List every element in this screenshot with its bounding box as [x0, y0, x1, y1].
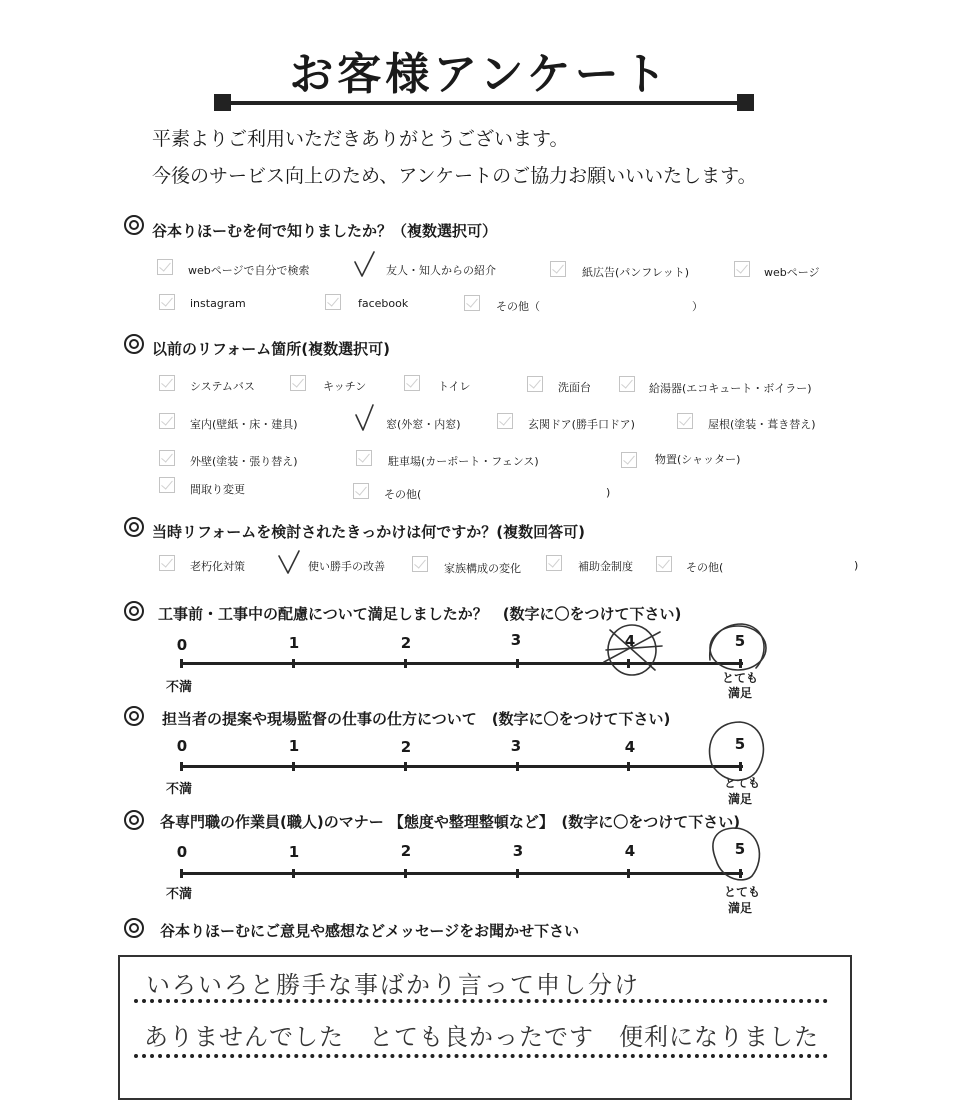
- option-window: 窓(外窓・内窓): [386, 418, 461, 431]
- option-instagram: instagram: [190, 297, 246, 310]
- question-3-text: 当時リフォームを検討されたきっかけは何ですか？(複数回答可): [152, 523, 585, 541]
- scale-high-label-2: 満足: [728, 686, 753, 700]
- page-title: お客様アンケート: [289, 49, 671, 100]
- intro-line-2: 今後のサービス向上のため、アンケートのご協力お願いいいたします。: [152, 165, 757, 187]
- option-usability: 使い勝手の改善: [308, 560, 385, 573]
- check-mark-icon: [355, 252, 374, 276]
- option-other-q1-close: ）: [692, 300, 703, 313]
- scale-number-1[interactable]: 1: [288, 843, 300, 861]
- scale-number-3[interactable]: 3: [510, 631, 522, 649]
- option-friend-referral: 友人・知人からの紹介: [386, 264, 496, 277]
- handwritten-message-line-1: いろいろと勝手な事ばかり言って申し分け: [146, 971, 640, 999]
- scale-number-0[interactable]: 0: [176, 737, 188, 755]
- option-exterior-wall: 外壁(塗装・張り替え): [190, 455, 298, 468]
- scale-low-label: 不満: [166, 887, 193, 902]
- option-aging: 老朽化対策: [190, 560, 245, 573]
- check-mark-icon: [279, 551, 299, 573]
- scale-number-5[interactable]: 5: [734, 735, 746, 753]
- option-other-q1: その他（: [496, 300, 540, 313]
- check-mark-icon: [356, 405, 373, 430]
- scale-number-4[interactable]: 4: [624, 632, 636, 650]
- scale-number-1[interactable]: 1: [288, 737, 300, 755]
- scale-high-label-2: 満足: [728, 792, 753, 806]
- scale-number-2[interactable]: 2: [400, 842, 412, 860]
- question-2-text: 以前のリフォーム箇所(複数選択可): [152, 340, 390, 358]
- option-other-q3: その他(: [686, 561, 724, 574]
- option-facebook: facebook: [358, 297, 409, 310]
- question-7-text: 谷本りほーむにご意見や感想などメッセージをお聞かせ下さい: [160, 922, 580, 940]
- scale-number-4[interactable]: 4: [624, 738, 636, 756]
- scale-number-2[interactable]: 2: [400, 634, 412, 652]
- scale-number-0[interactable]: 0: [176, 636, 188, 654]
- option-system-bath: システムバス: [190, 380, 255, 393]
- option-entrance-door: 玄関ドア(勝手口ドア): [528, 418, 635, 431]
- question-1-text: 谷本りほーむを何で知りましたか？（複数選択可）: [152, 222, 498, 240]
- option-other-q3-close: ): [854, 559, 859, 572]
- option-paper-ad: 紙広告(パンフレット): [582, 266, 690, 279]
- option-storage: 物置(シャッター): [655, 453, 741, 466]
- scale-number-3[interactable]: 3: [510, 737, 522, 755]
- option-parking: 駐車場(カーポート・フェンス): [388, 455, 539, 468]
- option-webpage: webページ: [764, 266, 820, 279]
- scale-high-label-1: とても: [724, 885, 761, 899]
- option-kitchen: キッチン: [323, 380, 367, 393]
- option-family-change: 家族構成の変化: [444, 562, 521, 575]
- scale-number-3[interactable]: 3: [512, 842, 524, 860]
- option-other-q2: その他(: [384, 488, 422, 501]
- intro-line-1: 平素よりご利用いただきありがとうございます。: [152, 128, 569, 150]
- scale-number-2[interactable]: 2: [400, 738, 412, 756]
- answer-circle-icon: [710, 722, 764, 780]
- option-other-q2-close: ): [606, 486, 611, 499]
- scale-high-label-1: とても: [722, 671, 759, 685]
- option-roof: 屋根(塗装・葺き替え): [708, 418, 816, 431]
- scale-number-5[interactable]: 5: [734, 632, 746, 650]
- scale-high-label-2: 満足: [728, 901, 753, 915]
- question-4-text: 工事前・工事中の配慮について満足しましたか？ (数字に〇をつけて下さい): [158, 605, 682, 623]
- scale-number-0[interactable]: 0: [176, 843, 188, 861]
- scale-number-5[interactable]: 5: [734, 840, 746, 858]
- option-interior: 室内(壁紙・床・建具): [190, 418, 298, 431]
- handwritten-message-line-2: ありませんでした とても良かったです 便利になりました: [144, 1023, 819, 1051]
- scale-number-4[interactable]: 4: [624, 842, 636, 860]
- scale-high-label-1: とても: [724, 776, 761, 790]
- scale-number-1[interactable]: 1: [288, 634, 300, 652]
- option-web-search: webページで自分で検索: [188, 264, 310, 277]
- option-water-heater: 給湯器(エコキュート・ボイラー): [649, 382, 812, 395]
- question-6-text: 各専門職の作業員(職人)のマナー 【態度や整理整頓など】 (数字に〇をつけて下さい): [160, 813, 741, 831]
- option-washbasin: 洗面台: [558, 381, 591, 394]
- question-5-text: 担当者の提案や現場監督の仕事の仕方について (数字に〇をつけて下さい): [162, 710, 671, 728]
- option-toilet: トイレ: [438, 380, 471, 393]
- option-layout-change: 間取り変更: [190, 483, 245, 496]
- answer-circle-icon: [713, 828, 760, 880]
- option-subsidy: 補助金制度: [578, 560, 633, 573]
- scale-low-label: 不満: [166, 782, 193, 797]
- scale-low-label: 不満: [166, 680, 193, 695]
